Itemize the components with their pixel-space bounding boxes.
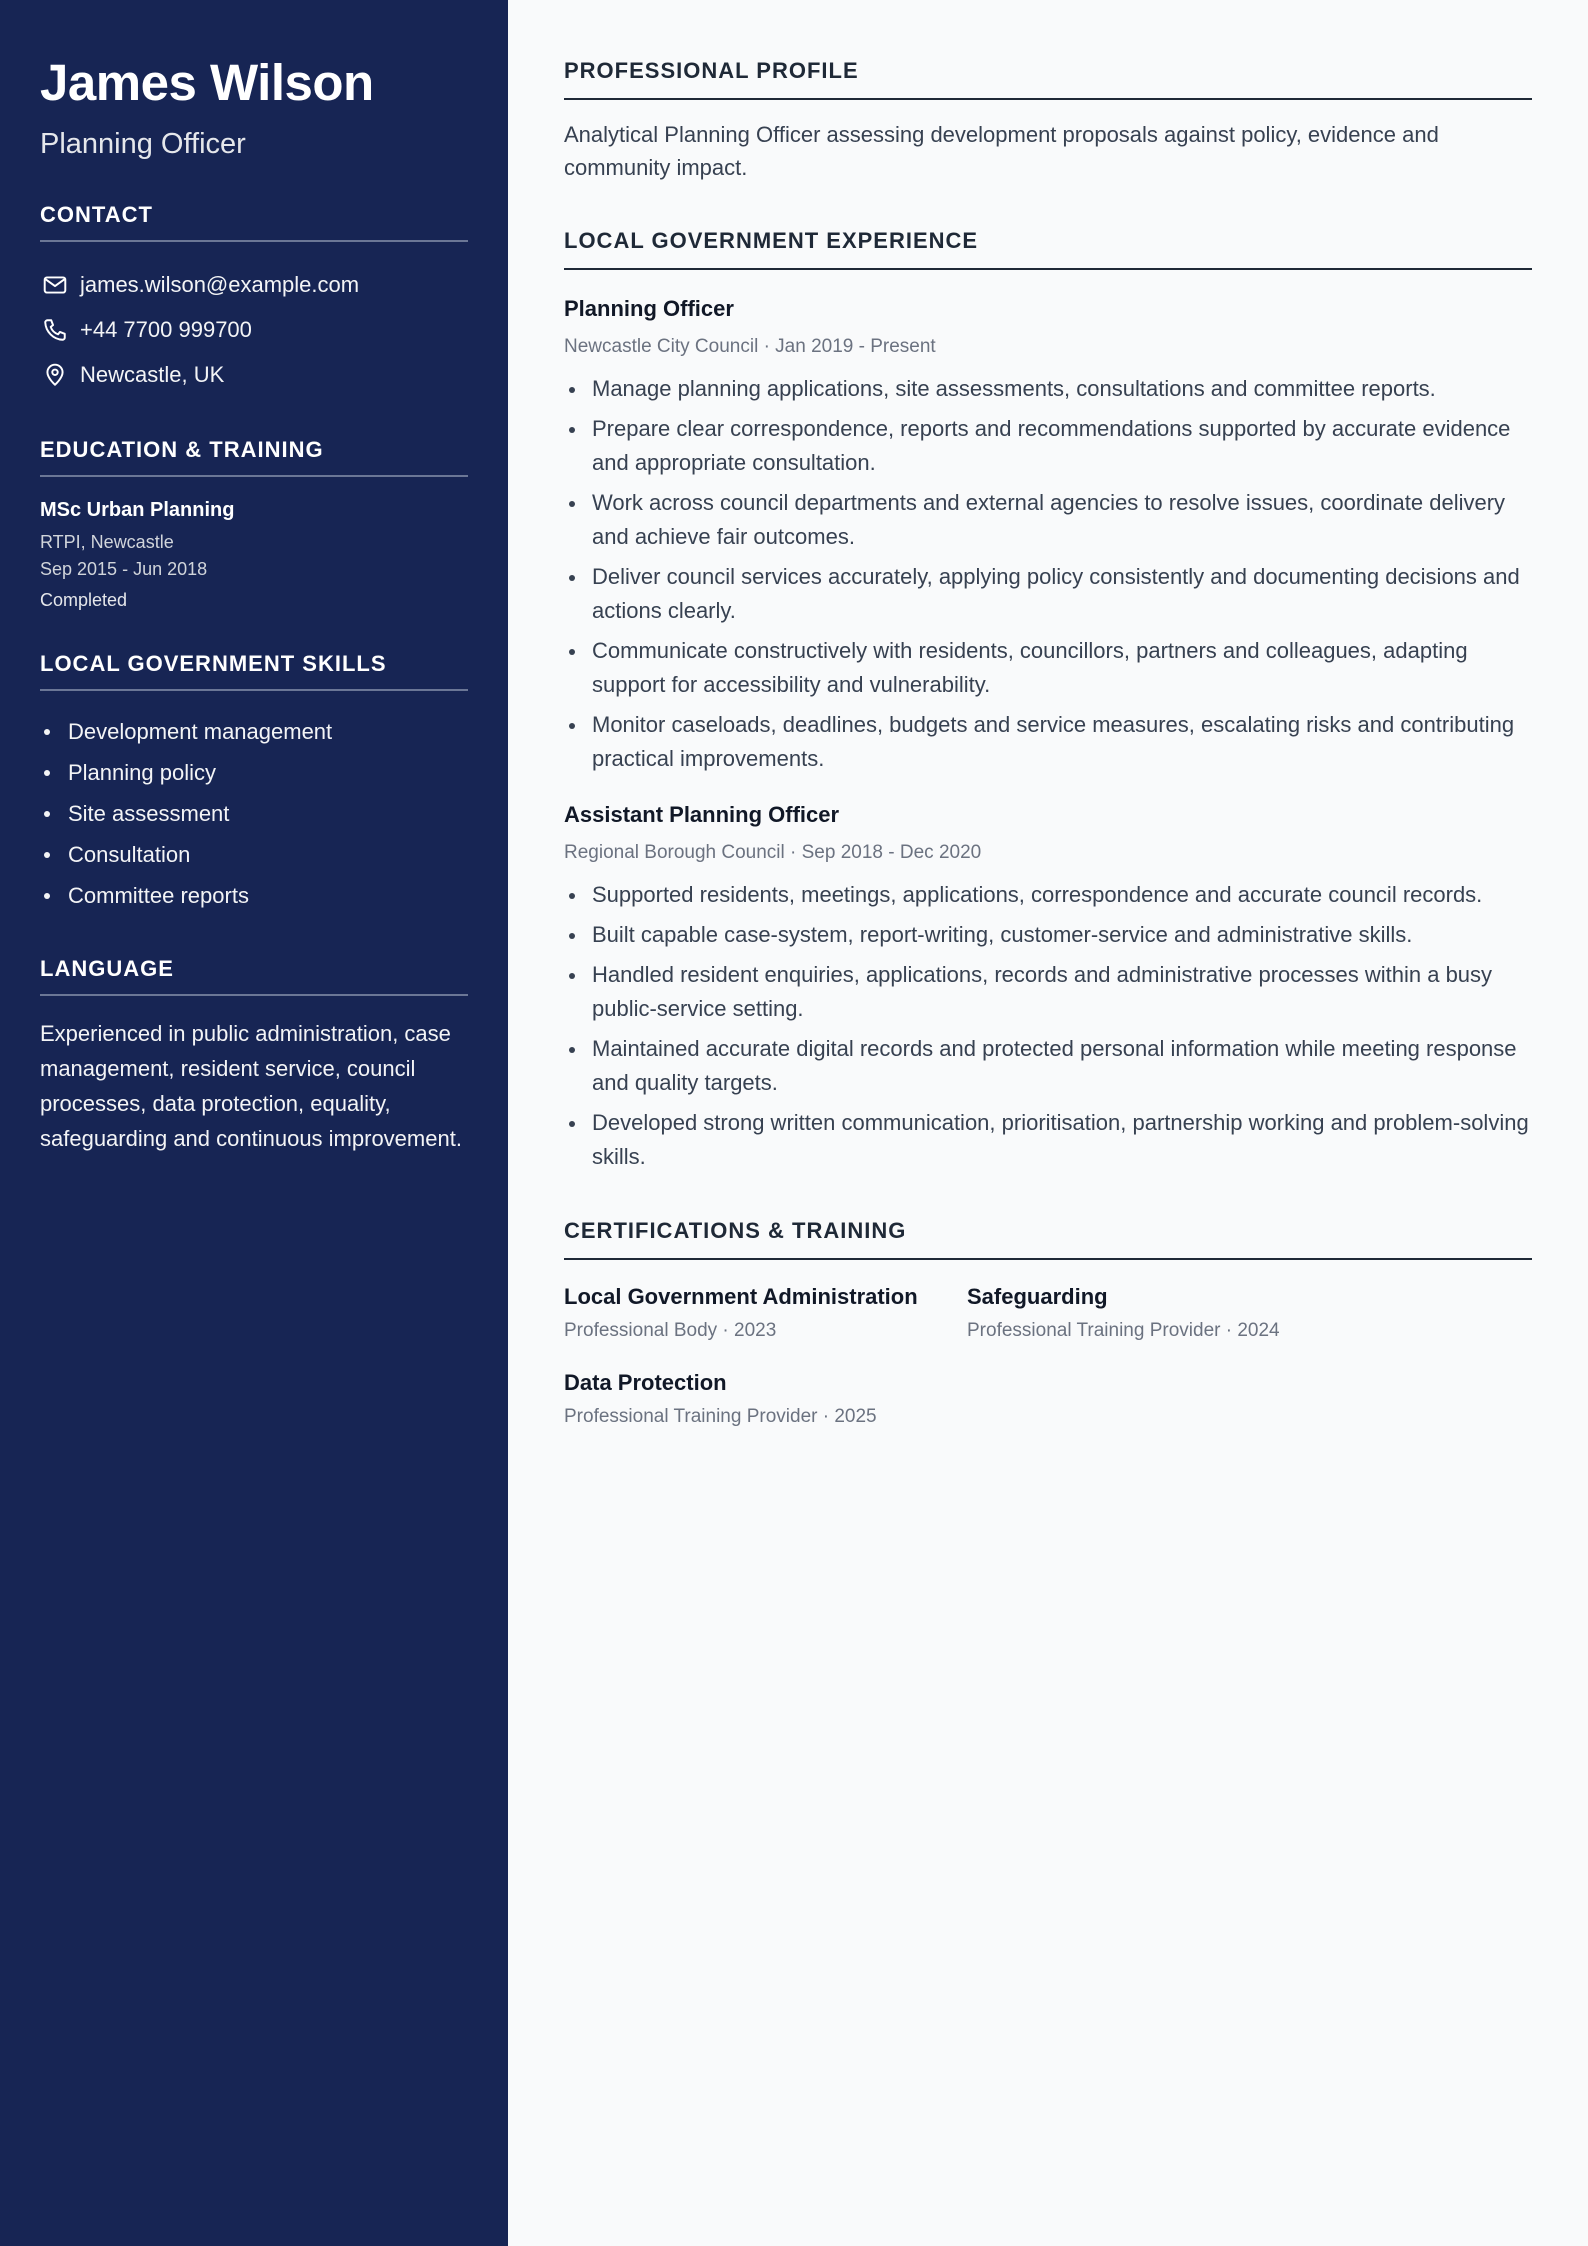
cert-name: Safeguarding [967, 1284, 1108, 1309]
cert-item [564, 1284, 967, 1342]
skills-heading: LOCAL GOVERNMENT SKILLS [40, 651, 468, 691]
education-section [40, 437, 468, 611]
cert-meta: Professional Training Provider · 2024 [967, 1320, 1280, 1341]
cert-meta: Professional Training Provider · 2025 [564, 1406, 877, 1427]
cert-name: Data Protection [564, 1370, 727, 1395]
skill-item: Site assessment [40, 793, 468, 834]
job-bullet: Deliver council services accurately, applying policy consistently and documenting decisions and actions clearly. [564, 560, 1532, 628]
language-heading: LANGUAGE [40, 956, 468, 996]
job-entry [564, 802, 1532, 1174]
phone-icon [40, 315, 70, 345]
language-text: Experienced in public administration, case management, resident service, council processes, data protection, equality, safeguarding and continuous improvement. [40, 1021, 462, 1151]
skill-item: Consultation [40, 834, 468, 875]
education-status: Completed [40, 590, 128, 610]
contact-email[interactable] [40, 262, 468, 307]
job-bullet: Maintained accurate digital records and protected personal information while meeting response and quality targets. [564, 1032, 1532, 1100]
contact-section [40, 202, 468, 397]
skill-item: Development management [40, 711, 468, 752]
education-heading: EDUCATION & TRAINING [40, 437, 468, 477]
job-title: Planning Officer [564, 296, 734, 321]
education-dates: Sep 2015 - Jun 2018 [40, 559, 208, 579]
job-entry [564, 296, 1532, 776]
candidate-role: Planning Officer [40, 128, 246, 160]
skill-item: Planning policy [40, 752, 468, 793]
contact-location-text: Newcastle, UK [80, 361, 225, 387]
education-degree: MSc Urban Planning [40, 499, 235, 521]
job-bullet: Work across council departments and external agencies to resolve issues, coordinate delivery and achieve fair outcomes. [564, 486, 1532, 554]
sidebar [0, 0, 508, 2246]
certifications-grid [564, 1284, 1532, 1428]
job-bullet: Prepare clear correspondence, reports and recommendations supported by accurate evidence and appropriate consultation. [564, 412, 1532, 480]
location-pin-icon [40, 360, 70, 390]
experience-heading: LOCAL GOVERNMENT EXPERIENCE [564, 228, 1532, 270]
contact-location [40, 352, 468, 397]
candidate-name: James Wilson [40, 54, 374, 111]
profile-section [564, 58, 1532, 184]
job-bullet: Developed strong written communication, prioritisation, partnership working and problem-solving skills. [564, 1106, 1532, 1174]
contact-phone[interactable] [40, 307, 468, 352]
profile-heading: PROFESSIONAL PROFILE [564, 58, 1532, 100]
cert-name: Local Government Administration [564, 1284, 918, 1309]
job-bullets [564, 878, 1532, 1174]
skills-list [40, 711, 468, 916]
cert-item [967, 1284, 1370, 1342]
contact-phone-text: +44 7700 999700 [80, 316, 252, 342]
certifications-heading: CERTIFICATIONS & TRAINING [564, 1218, 1532, 1260]
job-bullet: Handled resident enquiries, applications, records and administrative processes within a busy public-service setting. [564, 958, 1532, 1026]
job-bullets [564, 372, 1532, 776]
job-meta: Newcastle City Council · Jan 2019 - Present [564, 336, 936, 357]
cert-meta: Professional Body · 2023 [564, 1320, 777, 1341]
contact-heading: CONTACT [40, 202, 468, 242]
job-bullet: Built capable case-system, report-writing, customer-service and administrative skills. [564, 918, 1532, 952]
job-bullet: Communicate constructively with residents, councillors, partners and colleagues, adapting support for accessibility and vulnerability. [564, 634, 1532, 702]
education-institution: RTPI, Newcastle [40, 532, 174, 552]
job-bullet: Supported residents, meetings, applications, correspondence and accurate council records. [564, 878, 1532, 912]
cert-item [564, 1370, 967, 1428]
job-bullet: Monitor caseloads, deadlines, budgets and service measures, escalating risks and contributing practical improvements. [564, 708, 1532, 776]
skill-item: Committee reports [40, 875, 468, 916]
profile-text: Analytical Planning Officer assessing development proposals against policy, evidence and community impact. [564, 122, 1439, 180]
mail-icon [40, 270, 70, 300]
contact-email-text: james.wilson@example.com [80, 271, 360, 297]
language-section [40, 956, 468, 1156]
job-title: Assistant Planning Officer [564, 802, 840, 827]
experience-section [564, 228, 1532, 1174]
main-content [508, 0, 1588, 1428]
job-meta: Regional Borough Council · Sep 2018 - Dec 2020 [564, 842, 982, 863]
skills-section [40, 651, 468, 916]
certifications-section [564, 1218, 1532, 1428]
job-bullet: Manage planning applications, site assessments, consultations and committee reports. [564, 372, 1532, 406]
